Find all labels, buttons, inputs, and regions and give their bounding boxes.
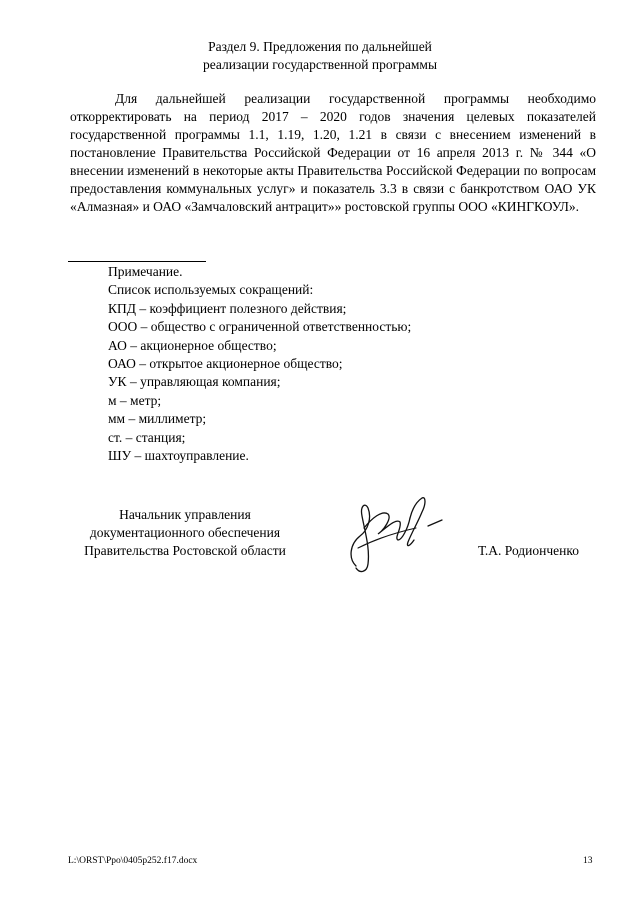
abbreviations-title: Список используемых сокращений: xyxy=(108,282,314,298)
abbreviation-item: ОАО – открытое акционерное общество; xyxy=(108,356,343,372)
abbreviation-item: ШУ – шахтоуправление. xyxy=(108,448,249,464)
footnote-separator xyxy=(68,261,206,262)
section-title-line-1: Раздел 9. Предложения по дальнейшей xyxy=(208,39,432,54)
signer-position-line-1: Начальник управления xyxy=(119,507,251,522)
signer-name: Т.А. Родионченко xyxy=(478,543,579,558)
body-paragraph: Для дальнейшей реализации государственной программы необходимо откорректировать на период 2017 – 2020 годов значения целевых показателей государственной программы 1.1, 1.19, 1.20, 1.21 в связи с внесением изменений в постановление Правительства Российской Федерации от 16 апреля 2013 г. № 344 «О внесении изменений в некоторые акты Правительства Российской Федерации по вопросам предоставления коммунальных услуг» и показатель 3.3 в связи с банкротством ОАО УК «Алмазная» и ОАО «Замчаловский антрацит»» ростовской группы ООО «КИНГКОУЛ». xyxy=(70,91,596,214)
notes-block xyxy=(108,263,411,465)
signer-position-line-2: документационного обеспечения xyxy=(89,525,281,540)
abbreviation-item: м – метр; xyxy=(108,392,162,408)
handwritten-signature xyxy=(338,488,458,578)
signer-position-line-3: Правительства Ростовской области xyxy=(84,543,286,558)
abbreviation-item: КПД – коэффициент полезного действия; xyxy=(108,300,347,316)
section-title-line-2: реализации государственной программы xyxy=(202,57,438,72)
page-number: 13 xyxy=(583,856,593,866)
section-title xyxy=(0,38,640,74)
abbreviation-item: ООО – общество с ограниченной ответственностью; xyxy=(108,319,412,335)
signer-position xyxy=(60,506,310,560)
footer-file-path: L:\ORST\Ppo\0405p252.f17.docx xyxy=(68,856,198,866)
abbreviation-item: ст. – станция; xyxy=(108,429,186,445)
abbreviation-item: УК – управляющая компания; xyxy=(108,374,281,390)
notes-heading: Примечание. xyxy=(108,264,183,279)
abbreviation-item: мм – миллиметр; xyxy=(108,411,207,427)
abbreviation-item: АО – акционерное общество; xyxy=(108,337,277,353)
